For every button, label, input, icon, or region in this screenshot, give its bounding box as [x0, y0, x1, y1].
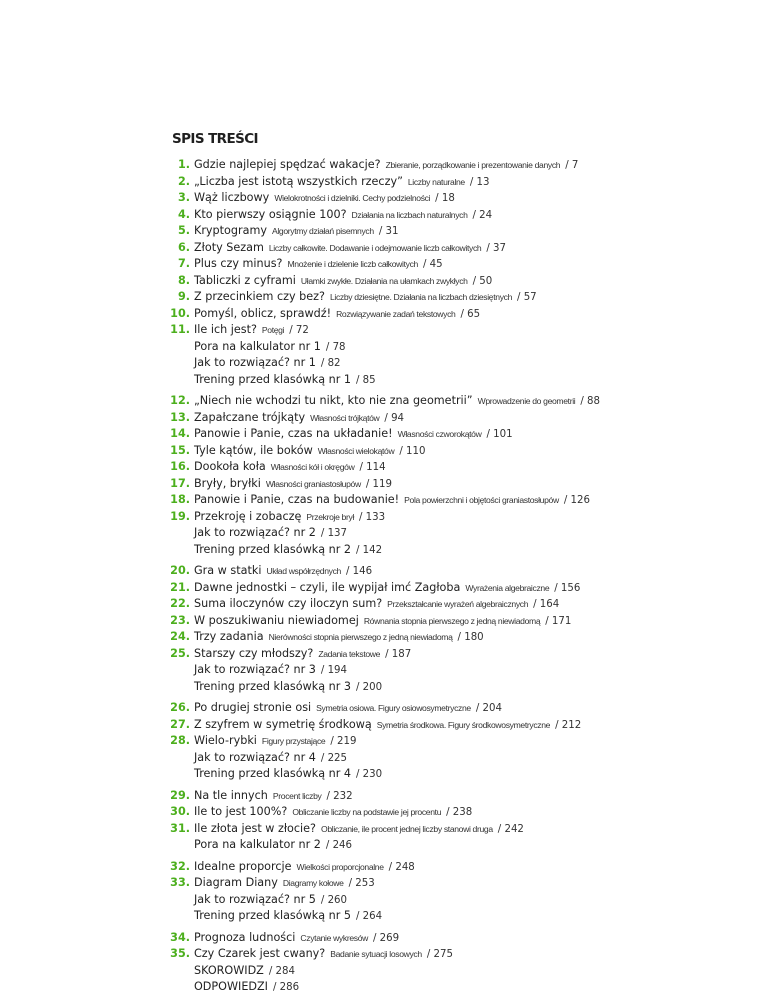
chapter-title: Panowie i Panie, czas na układanie! — [194, 427, 393, 440]
chapter-topic: Własności kół i okręgów — [270, 462, 355, 472]
page-number: / 212 — [555, 719, 582, 731]
toc-entry — [160, 580, 760, 597]
chapter-title: „Niech nie wchodzi tu nikt, kto nie zna geometrii” — [194, 394, 473, 407]
chapter-topic: Przekształcanie wyrażeń algebraicznych — [387, 599, 529, 609]
page-number: / 156 — [554, 582, 581, 594]
toc-entry — [160, 355, 760, 372]
chapter-title: Jak to rozwiązać? nr 4 — [194, 750, 316, 764]
chapter-title: Plus czy minus? — [194, 257, 283, 270]
chapter-topic: Liczby całkowite. Dodawanie i odejmowanie liczb całkowitych — [268, 242, 482, 253]
toc-entry — [160, 223, 760, 240]
page-number: / 24 — [472, 209, 493, 221]
page-number: / 269 — [373, 932, 400, 944]
chapter-topic: Diagramy kołowe — [282, 878, 344, 888]
chapter-topic: Obliczanie, ile procent jednej liczby stanowi druga — [321, 823, 493, 834]
toc-entry — [160, 492, 760, 509]
chapter-topic: Wprowadzenie do geometrii — [477, 396, 576, 406]
page-number: / 65 — [460, 308, 481, 320]
page-number: / 187 — [385, 648, 412, 660]
page-number: / 126 — [563, 495, 590, 506]
chapter-topic: Przekroje brył — [306, 511, 355, 522]
page-number: / 194 — [320, 665, 348, 676]
chapter-topic: Symetria osiowa. Figury osiowosymetryczne — [316, 703, 471, 713]
toc-entry — [160, 542, 760, 559]
page-number: / 164 — [533, 599, 560, 610]
chapter-number: 12. — [170, 394, 190, 407]
toc-section — [160, 700, 760, 783]
toc-entry — [160, 837, 760, 854]
chapter-title: Ile to jest 100%? — [194, 805, 288, 818]
chapter-title: Panowie i Panie, czas na budowanie! — [194, 493, 400, 506]
page-number: / 18 — [435, 193, 455, 204]
chapter-title: SKOROWIDZ — [194, 963, 264, 977]
toc-entry — [160, 339, 760, 356]
chapter-topic: Pola powierzchni i objętości graniastosłupów — [404, 495, 559, 505]
page-number: / 7 — [565, 160, 579, 171]
chapter-number: 21. — [170, 580, 190, 594]
chapter-number: 7. — [177, 257, 190, 270]
page-number: / 225 — [320, 752, 348, 764]
chapter-topic: Symetria środkowa. Figury środkowosymetryczne — [376, 719, 551, 730]
toc-entry — [160, 459, 760, 476]
chapter-title: W poszukiwaniu niewiadomej — [194, 613, 359, 627]
chapter-number: 22. — [170, 597, 190, 610]
page-number: / 275 — [426, 949, 453, 960]
page-number: / 286 — [272, 982, 300, 993]
chapter-title: Kryptogramy — [194, 224, 267, 237]
chapter-topic: Mnożenie i dzielenie liczb całkowitych — [287, 259, 418, 269]
toc-entry — [160, 946, 760, 963]
page-number: / 219 — [330, 736, 357, 747]
chapter-topic: Zadania tekstowe — [318, 648, 381, 659]
chapter-number: 1. — [177, 158, 190, 171]
chapter-number: 3. — [177, 191, 190, 204]
toc-entry — [160, 273, 760, 290]
toc-entry — [160, 892, 760, 909]
chapter-number: 20. — [170, 564, 190, 577]
toc-entry — [160, 788, 760, 805]
toc-entry — [160, 629, 760, 646]
chapter-topic: Zbieranie, porządkowanie i prezentowanie danych — [385, 160, 561, 170]
toc-entry — [160, 766, 760, 783]
chapter-title: Jak to rozwiązać? nr 1 — [194, 356, 316, 369]
page-number: / 85 — [356, 374, 376, 386]
toc-entry — [160, 306, 760, 323]
toc-entry — [160, 875, 760, 892]
chapter-number: 23. — [170, 613, 190, 627]
chapter-title: Trening przed klasówką nr 2 — [194, 542, 352, 556]
chapter-topic: Wyrażenia algebraiczne — [465, 582, 550, 593]
table-of-contents — [160, 157, 760, 996]
toc-section — [160, 788, 760, 854]
page-number: / 246 — [325, 840, 353, 851]
page-number: / 37 — [486, 242, 506, 254]
chapter-number: 2. — [177, 174, 190, 188]
toc-entry — [160, 679, 760, 696]
chapter-topic: Własności graniastosłupów — [265, 478, 361, 489]
toc-entry — [160, 509, 760, 526]
page-number: / 110 — [399, 445, 426, 457]
page-number: / 114 — [359, 462, 386, 473]
page-number: / 101 — [486, 429, 513, 440]
toc-entry — [160, 426, 760, 443]
chapter-title: Bryły, bryłki — [194, 476, 261, 490]
toc-entry — [160, 859, 760, 876]
chapter-topic: Układ współrzędnych — [266, 566, 341, 576]
toc-entry — [160, 662, 760, 679]
chapter-title: Z przecinkiem czy bez? — [194, 290, 325, 303]
chapter-number: 9. — [177, 290, 190, 303]
page-number: / 200 — [356, 681, 383, 693]
chapter-number: 6. — [177, 240, 190, 254]
chapter-number: 24. — [170, 630, 190, 643]
chapter-topic: Potęgi — [261, 325, 285, 335]
toc-entry — [160, 443, 760, 460]
page-number: / 45 — [422, 259, 443, 270]
toc-entry — [160, 979, 760, 996]
chapter-topic: Figury przystające — [261, 736, 326, 746]
toc-entry — [160, 563, 760, 580]
toc-entry — [160, 750, 760, 767]
chapter-title: Gdzie najlepiej spędzać wakacje? — [194, 158, 381, 171]
toc-entry — [160, 717, 760, 734]
chapter-title: Czy Czarek jest cwany? — [194, 947, 326, 960]
page-number: / 142 — [356, 544, 383, 556]
chapter-topic: Wielkości proporcjonalne — [296, 861, 384, 872]
toc-entry — [160, 821, 760, 838]
toc-entry — [160, 289, 760, 306]
page-number: / 133 — [359, 511, 386, 523]
page-number: / 78 — [325, 341, 346, 353]
page-number: / 88 — [580, 396, 600, 407]
toc-entry — [160, 476, 760, 493]
chapter-title: Przekroję i zobaczę — [194, 509, 302, 523]
chapter-topic: Algorytmy działań pisemnych — [271, 226, 374, 236]
chapter-title: Tyle kątów, ile boków — [194, 443, 313, 457]
chapter-number: 32. — [170, 859, 190, 873]
toc-section — [160, 930, 760, 996]
chapter-topic: Wielokrotności i dzielniki. Cechy podzielności — [274, 193, 431, 203]
toc-entry — [160, 240, 760, 257]
chapter-number: 34. — [170, 930, 190, 944]
page-number: / 13 — [469, 176, 490, 188]
chapter-number: 8. — [177, 273, 190, 287]
chapter-title: Trening przed klasówką nr 1 — [194, 372, 352, 386]
toc-section — [160, 859, 760, 925]
toc-entry — [160, 908, 760, 925]
chapter-title: Wielo-rybki — [194, 734, 257, 747]
chapter-title: Zapałczane trójkąty — [194, 410, 306, 424]
chapter-number: 28. — [170, 734, 190, 747]
toc-entry — [160, 174, 760, 191]
page-number: / 230 — [356, 769, 383, 780]
chapter-number: 14. — [170, 427, 190, 440]
chapter-title: Gra w statki — [194, 564, 262, 577]
chapter-number: 19. — [170, 509, 190, 523]
chapter-title: Ile ich jest? — [194, 323, 257, 336]
chapter-title: Złoty Sezam — [194, 240, 264, 254]
chapter-topic: Czytanie wykresów — [300, 932, 369, 943]
chapter-title: Kto pierwszy osiągnie 100? — [194, 207, 347, 221]
toc-entry — [160, 596, 760, 613]
toc-entry — [160, 700, 760, 717]
chapter-title: „Liczba jest istotą wszystkich rzeczy” — [194, 174, 403, 188]
chapter-number: 35. — [170, 947, 190, 960]
chapter-number: 30. — [170, 805, 190, 818]
page-number: / 238 — [446, 807, 473, 818]
chapter-topic: Procent liczby — [272, 790, 322, 801]
chapter-title: Trening przed klasówką nr 4 — [194, 767, 352, 780]
toc-entry — [160, 157, 760, 174]
chapter-title: Pora na kalkulator nr 1 — [194, 339, 321, 353]
toc-entry — [160, 322, 760, 339]
chapter-number: 29. — [170, 788, 190, 802]
toc-entry — [160, 930, 760, 947]
toc-entry — [160, 410, 760, 427]
page-number: / 242 — [497, 823, 524, 835]
toc-entry — [160, 733, 760, 750]
chapter-topic: Badanie sytuacji losowych — [330, 949, 422, 959]
chapter-title: Wąż liczbowy — [194, 191, 270, 204]
toc-heading: SPIS TREŚCI — [172, 131, 258, 147]
toc-entry — [160, 393, 760, 410]
chapter-title: Jak to rozwiązać? nr 3 — [194, 663, 316, 676]
page-number: / 260 — [320, 894, 348, 906]
chapter-topic: Działania na liczbach naturalnych — [351, 209, 468, 220]
page-number: / 50 — [472, 275, 493, 287]
toc-entry — [160, 804, 760, 821]
chapter-topic: Liczby naturalne — [407, 176, 465, 187]
chapter-title: Trening przed klasówką nr 5 — [194, 909, 352, 922]
chapter-title: Tabliczki z cyframi — [194, 273, 296, 287]
chapter-topic: Nierówności stopnia pierwszego z jedną niewiadomą — [268, 632, 453, 642]
chapter-number: 18. — [170, 493, 190, 506]
chapter-number: 33. — [170, 876, 190, 889]
chapter-title: Pomyśl, oblicz, sprawdź! — [194, 306, 332, 320]
chapter-topic: Własności wielokątów — [317, 445, 395, 456]
chapter-title: Jak to rozwiązać? nr 5 — [194, 892, 316, 906]
page-number: / 284 — [268, 965, 295, 977]
toc-section — [160, 563, 760, 695]
chapter-number: 11. — [170, 323, 190, 336]
chapter-title: Dawne jednostki – czyli, ile wypijał imć Zagłoba — [194, 580, 461, 594]
page-number: / 264 — [356, 911, 383, 922]
page-number: / 72 — [289, 325, 309, 336]
toc-entry — [160, 256, 760, 273]
chapter-topic: Własności trójkątów — [310, 412, 380, 423]
chapter-title: Jak to rozwiązać? nr 2 — [194, 526, 316, 539]
chapter-title: Pora na kalkulator nr 2 — [194, 838, 321, 851]
page-number: / 31 — [378, 226, 399, 237]
chapter-title: Diagram Diany — [194, 876, 278, 889]
page-number: / 253 — [348, 878, 375, 889]
chapter-number: 10. — [170, 306, 190, 320]
chapter-title: Trening przed klasówką nr 3 — [194, 679, 352, 693]
toc-entry — [160, 613, 760, 630]
page-number: / 171 — [545, 615, 572, 627]
page-number: / 146 — [346, 566, 373, 577]
chapter-topic: Liczby dziesiętne. Działania na liczbach dziesiętnych — [329, 292, 513, 302]
chapter-title: Suma iloczynów czy iloczyn sum? — [194, 597, 383, 610]
chapter-topic: Rozwiązywanie zadań tekstowych — [336, 308, 456, 319]
chapter-title: Dookoła koła — [194, 460, 266, 473]
toc-entry — [160, 190, 760, 207]
toc-entry — [160, 525, 760, 542]
toc-entry — [160, 963, 760, 980]
chapter-title: Z szyfrem w symetrię środkową — [194, 717, 372, 731]
chapter-number: 15. — [170, 443, 190, 457]
page-number: / 204 — [475, 703, 502, 714]
chapter-topic: Ułamki zwykłe. Działania na ułamkach zwykłych — [300, 275, 468, 286]
page-number: / 57 — [517, 292, 537, 303]
chapter-topic: Własności czworokątów — [397, 429, 482, 439]
toc-section — [160, 393, 760, 558]
toc-section — [160, 157, 760, 388]
chapter-title: Starszy czy młodszy? — [194, 646, 314, 660]
page-number: / 94 — [384, 412, 405, 424]
chapter-title: Prognoza ludności — [194, 930, 296, 944]
chapter-number: 26. — [170, 701, 190, 714]
page-number: / 248 — [388, 861, 415, 873]
chapter-title: Po drugiej stronie osi — [194, 701, 312, 714]
chapter-title: Ile złota jest w złocie? — [194, 821, 316, 835]
toc-entry — [160, 207, 760, 224]
chapter-number: 13. — [170, 410, 190, 424]
page-number: / 82 — [320, 358, 341, 369]
page-number: / 232 — [326, 790, 353, 802]
chapter-number: 16. — [170, 460, 190, 473]
chapter-number: 4. — [177, 207, 190, 221]
chapter-number: 27. — [170, 717, 190, 731]
chapter-topic: Obliczanie liczby na podstawie jej procentu — [292, 807, 442, 817]
chapter-title: Trzy zadania — [194, 630, 264, 643]
chapter-topic: Równania stopnia pierwszego z jedną niewiadomą — [363, 615, 541, 626]
page-number: / 119 — [365, 478, 392, 490]
toc-entry — [160, 646, 760, 663]
chapter-title: ODPOWIEDZI — [194, 980, 268, 993]
toc-entry — [160, 372, 760, 389]
chapter-number: 25. — [170, 646, 190, 660]
chapter-title: Idealne proporcje — [194, 859, 292, 873]
chapter-title: Na tle innych — [194, 788, 268, 802]
page-number: / 137 — [320, 528, 348, 539]
page-number: / 180 — [457, 632, 484, 643]
chapter-number: 31. — [170, 821, 190, 835]
chapter-number: 5. — [177, 224, 190, 237]
chapter-number: 17. — [170, 476, 190, 490]
